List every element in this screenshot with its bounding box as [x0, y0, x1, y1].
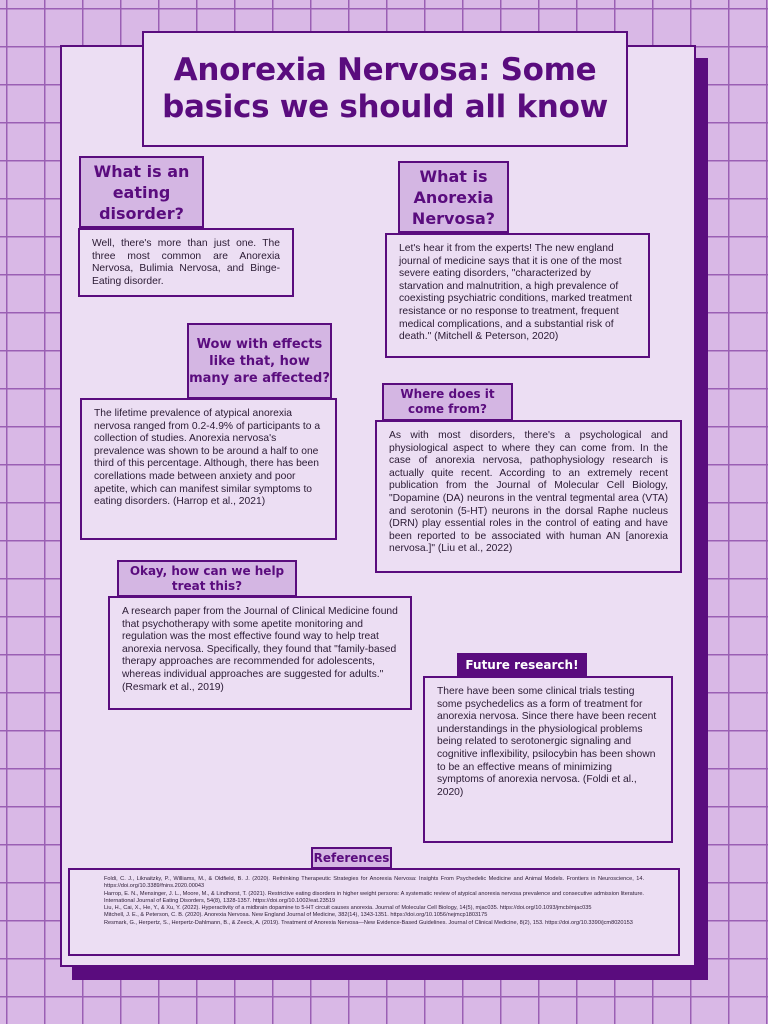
reference-entry: Resmark, G., Herpertz, S., Herpertz-Dahlmann, B., & Zeeck, A. (2019). Treatment of Anorexia Nervosa—New Evidence-Based Guidelines. Journal of Clinical Medicine, 8(2), 153. https://doi.org/10.3390/jcm8020153: [104, 919, 633, 926]
heading-eating-disorder: [79, 156, 204, 228]
body-future: [423, 676, 673, 843]
body-what-is-anorexia: [385, 233, 650, 358]
body-origin-text: As with most disorders, there's a psychological and physiological aspect to where they can come from. In the case of anorexia nervosa, pathophysiology research is actually quite recent. According to an extremely recent publication from the Journal of Molecular Cell Biology, "Dopamine (DA) neurons in the ventral tegmental area (VTA) and serotonin (5-HT) neurons in the dorsal Raphe nucleus (DRN) play essential roles in the control of eating and have been reported to be associated with human AN [anorexia nervosa.]" (Liu et al., 2022): [389, 430, 668, 555]
reference-entry: Mitchell, J. E., & Peterson, C. B. (2020). Anorexia Nervosa. New England Journal of Medicine, 382(14), 1343-1351. https://doi.org/10.1056/nejmcp1803175: [104, 912, 488, 919]
body-treatment-text: A research paper from the Journal of Clinical Medicine found that psychotherapy with some apetite monitoring and regulation was the most effective found way to help treat anorexia nervosa. Specifically, they found that "family-based therapy approaches are recommended for adolescents, whereas individual approaches are suggested for adults." (Resmark et al., 2019): [122, 606, 398, 693]
body-treatment: [108, 596, 412, 710]
heading-what-is-anorexia: [398, 161, 509, 233]
title-box: [142, 31, 628, 147]
body-eating-disorder: [78, 228, 294, 297]
heading-origin-text: Where does it come from?: [400, 387, 495, 416]
heading-what-is-anorexia-text: What is Anorexia Nervosa?: [411, 166, 496, 228]
heading-affected-text: Wow with effects like that, how many are affected?: [189, 336, 330, 386]
body-origin: [375, 420, 682, 573]
heading-future-text: Future research!: [465, 657, 579, 672]
heading-affected: [187, 323, 332, 399]
heading-treatment: [117, 560, 297, 597]
body-what-is-anorexia-text: Let's hear it from the experts! The new england journal of medicine says that it is one of the most severe eating disorders, "characterized by starvation and malnutrition, a high prevalence of coexisting psychiatric conditions, marked treatment resistance or no response to treatment, frequent medical complications, and a substantial risk of death." (Mitchell & Peterson, 2020): [399, 243, 632, 343]
heading-references: [311, 847, 392, 869]
body-future-text: There have been some clinical trials testing some psychedelics as a form of treatment for anorexia nervosa. Since there have been recent understandings in the physiological problems being related to serotonergic signaling and cognitive inflexibility, psilocybin has been shown to be an effective means of minimizing symptoms of anorexia nervosa. (Foldi et al., 2020): [437, 686, 657, 798]
references-list: [68, 868, 680, 956]
body-affected: [80, 398, 337, 540]
body-affected-text: The lifetime prevalence of atypical anorexia nervosa ranged from 0.2-4.9% of participants to a collection of studies. Anorexia nervosa's prevalence was shown to be around a half to one third of this percentage. Although, there has been corellations made between anxiety and poor apetite, which can manifest similar symptoms to eating disorders. (Harrop et al., 2021): [94, 408, 321, 508]
heading-eating-disorder-text: What is an eating disorder?: [93, 161, 190, 223]
heading-references-text: References: [313, 850, 390, 865]
heading-treatment-text: Okay, how can we help treat this?: [129, 563, 285, 593]
reference-entry: Foldi, C. J., Liknaitzky, P., Williams, M., & Oldfield, B. J. (2020). Rethinking Therapeutic Strategies for Anorexia Nervosa: Insights From Psychedelic Medicine and Animal Models. Frontiers in Neuroscience, 14. https://doi.org/10.3389/fnins.2020.00043: [104, 876, 644, 890]
reference-entry: Harrop, E. N., Mensinger, J. L., Moore, M., & Lindhorst, T. (2021). Restrictive eating disorders in higher weight persons: A systematic review of atypical anorexia nervosa prevalence and consecutive admission literature. International Journal of Eating Disorders, 54(8), 1328-1357. https://doi.org/10.1002/eat.23519: [104, 890, 644, 904]
body-eating-disorder-text: Well, there's more than just one. The three most common are Anorexia Nervosa, Bulimia Nervosa, and Binge-Eating disorder.: [92, 238, 280, 287]
reference-entry: Liu, H., Cai, X., He, Y., & Xu, Y. (2022). Hyperactivity of a midbrain dopamine to 5-HT circuit causes anorexia. Journal of Molecular Cell Biology, 14(5), mjac035. https://doi.org/10.1093/jmcb/mjac035: [104, 905, 592, 912]
page-title: Anorexia Nervosa: Some basics we should all know: [162, 52, 608, 125]
heading-origin: [382, 383, 513, 421]
heading-future: [457, 653, 587, 677]
